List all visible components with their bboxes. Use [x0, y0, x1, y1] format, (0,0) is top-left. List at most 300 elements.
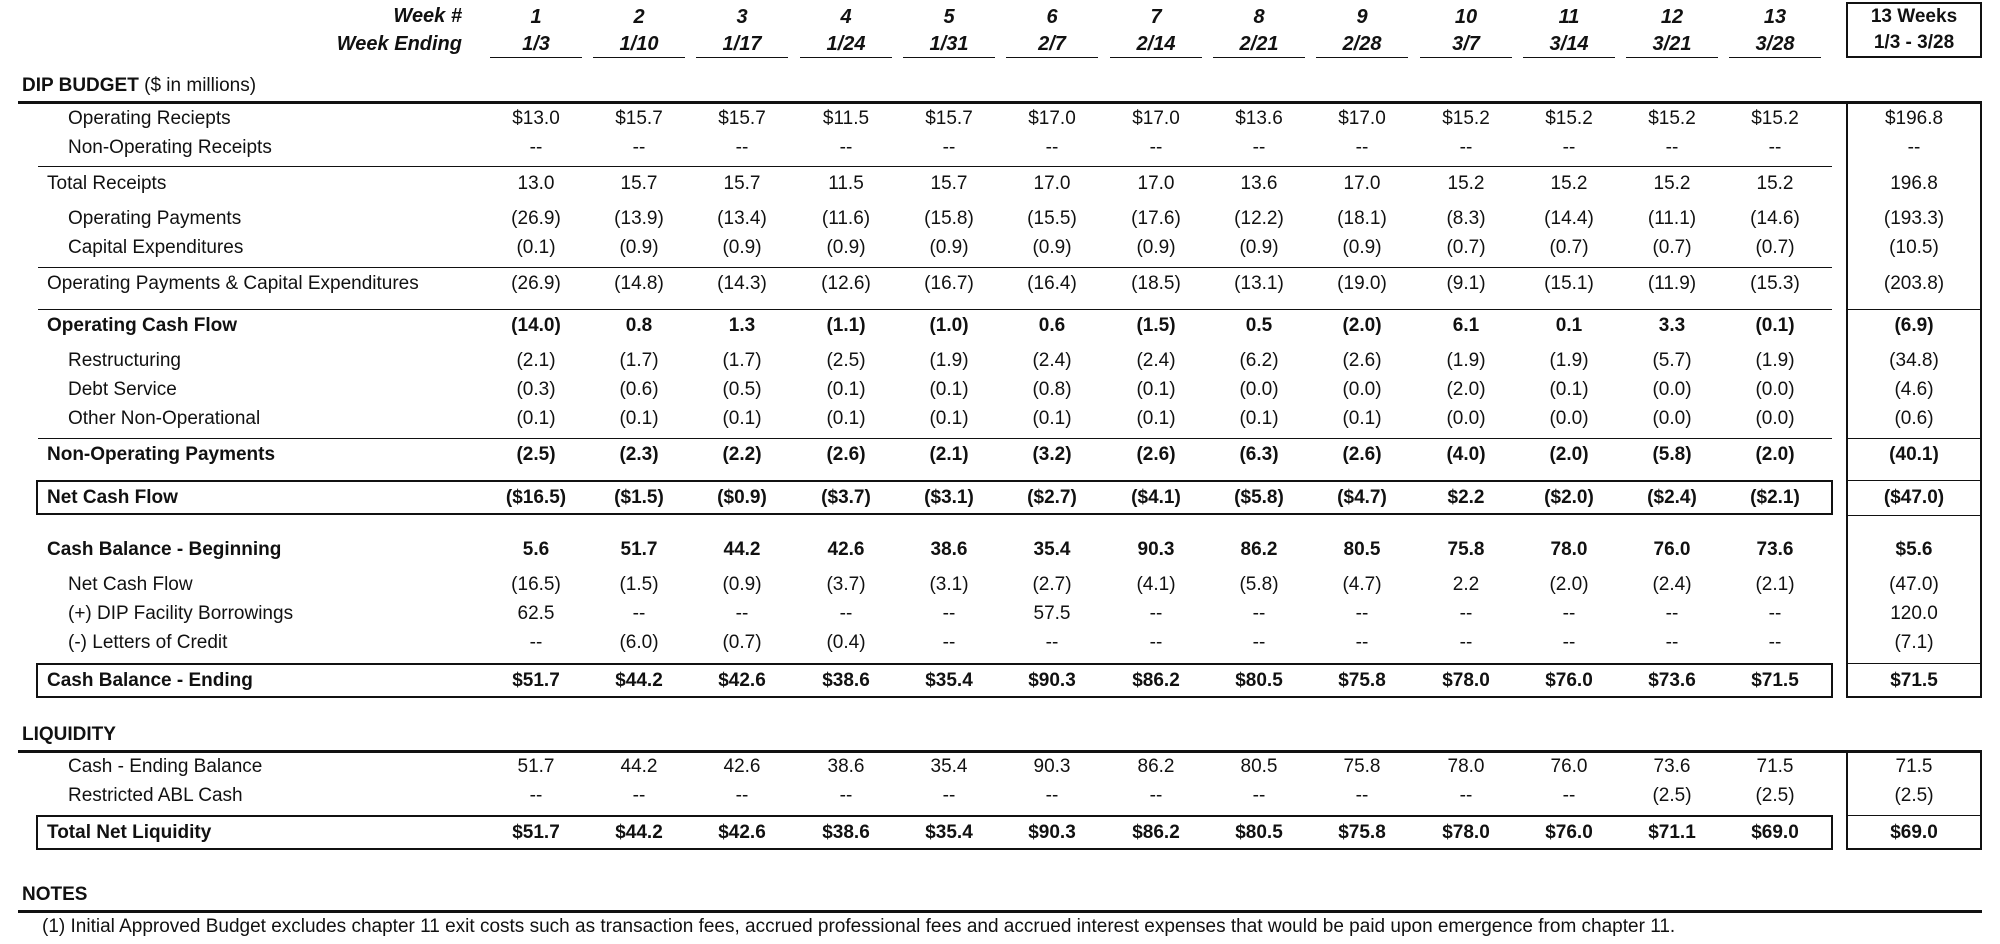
week-number: 9: [1356, 6, 1368, 28]
cell-week-10: 6.1: [1452, 315, 1480, 336]
cell-week-7: (0.9): [1136, 237, 1176, 258]
cell-week-7: (0.1): [1136, 379, 1176, 400]
total-rule-nonop: [1846, 438, 1982, 439]
cell-week-1: 13.0: [517, 173, 555, 194]
cell-week-13: --: [1768, 603, 1782, 624]
week-underline: [593, 57, 685, 58]
row-label: Net Cash Flow: [47, 487, 178, 508]
cell-week-4: $38.6: [822, 822, 870, 843]
cell-week-13: (0.7): [1755, 237, 1795, 258]
cell-week-12: --: [1665, 603, 1679, 624]
cell-week-8: (0.1): [1239, 408, 1279, 429]
cell-week-5: (3.1): [929, 574, 969, 595]
cell-total: (0.6): [1894, 408, 1934, 429]
cell-week-11: --: [1562, 137, 1576, 158]
cell-week-6: (15.5): [1027, 208, 1077, 229]
cell-week-12: (2.5): [1652, 785, 1692, 806]
row-op-receipts: [0, 105, 2000, 133]
cell-week-10: --: [1459, 603, 1473, 624]
cell-week-10: $78.0: [1442, 670, 1490, 691]
row-label: (+) DIP Facility Borrowings: [68, 603, 294, 624]
cell-week-5: $15.7: [925, 108, 973, 129]
cell-week-9: 80.5: [1343, 539, 1381, 560]
cell-week-13: $71.5: [1751, 670, 1799, 691]
cell-week-10: $15.2: [1442, 108, 1490, 129]
cell-week-8: $80.5: [1235, 670, 1283, 691]
cell-week-2: 15.7: [620, 173, 658, 194]
cell-week-1: $13.0: [512, 108, 560, 129]
cell-week-4: (0.1): [826, 379, 866, 400]
cell-week-5: --: [942, 137, 956, 158]
cell-week-1: (2.5): [516, 444, 556, 465]
cell-week-4: (0.1): [826, 408, 866, 429]
row-label: Other Non-Operational: [68, 408, 261, 429]
row-label: Operating Cash Flow: [47, 315, 238, 336]
week-header-11: [1519, 4, 1619, 58]
cell-week-12: (2.4): [1652, 574, 1692, 595]
week-header-6: [1002, 4, 1102, 58]
cell-week-6: (3.2): [1032, 444, 1072, 465]
cell-week-4: $11.5: [822, 108, 870, 129]
cell-total: ($47.0): [1883, 487, 1945, 508]
cell-week-9: --: [1355, 137, 1369, 158]
cell-week-11: ($2.0): [1544, 487, 1594, 508]
row-label: (-) Letters of Credit: [68, 632, 228, 653]
cell-total: 196.8: [1890, 173, 1938, 194]
cell-week-3: (0.1): [722, 408, 762, 429]
cell-week-1: --: [529, 785, 543, 806]
cell-week-9: (19.0): [1337, 273, 1387, 294]
cell-total: 71.5: [1895, 756, 1933, 777]
notes-title: NOTES: [22, 884, 88, 905]
cell-total: (47.0): [1889, 574, 1939, 595]
cell-week-2: (13.9): [614, 208, 664, 229]
row-label: Operating Payments: [68, 208, 242, 229]
cell-week-8: (6.3): [1239, 444, 1279, 465]
cell-week-4: (0.4): [826, 632, 866, 653]
cell-week-3: (13.4): [717, 208, 767, 229]
cell-week-12: (0.0): [1652, 408, 1692, 429]
row-label: Non-Operating Receipts: [68, 137, 272, 158]
cell-week-11: (1.9): [1549, 350, 1589, 371]
cell-week-10: --: [1459, 137, 1473, 158]
row-label: Cash Balance - Ending: [47, 670, 253, 691]
cell-total: (6.9): [1894, 315, 1934, 336]
week-header-8: [1209, 4, 1309, 58]
week-number: 11: [1558, 6, 1580, 28]
row-label: Cash Balance - Beginning: [47, 539, 282, 560]
cell-week-9: --: [1355, 785, 1369, 806]
cell-week-3: 1.3: [728, 315, 756, 336]
week-underline: [1316, 57, 1408, 58]
cell-week-2: $44.2: [615, 670, 663, 691]
cell-week-10: 2.2: [1452, 574, 1480, 595]
cell-week-7: (0.1): [1136, 408, 1176, 429]
cell-week-3: (0.5): [722, 379, 762, 400]
cell-week-13: --: [1768, 137, 1782, 158]
row-capex: [0, 234, 2000, 262]
cell-week-6: $90.3: [1028, 822, 1076, 843]
row-label: Capital Expenditures: [68, 237, 244, 258]
cell-week-6: (0.1): [1032, 408, 1072, 429]
liquidity-title: LIQUIDITY: [22, 724, 116, 745]
cell-week-4: --: [839, 137, 853, 158]
cell-week-12: --: [1665, 137, 1679, 158]
cell-week-5: 38.6: [930, 539, 968, 560]
cell-week-5: (0.1): [929, 379, 969, 400]
cell-week-4: (2.5): [826, 350, 866, 371]
note-1: (1) Initial Approved Budget excludes chapter 11 exit costs such as transaction fees, accrued professional fees and accrued interest expenses that would be paid upon emergence from chapter 11.: [42, 916, 1676, 937]
week-number: 8: [1253, 6, 1265, 28]
cell-week-3: $42.6: [718, 822, 766, 843]
week-number: 5: [943, 6, 955, 28]
cell-week-1: ($16.5): [505, 487, 567, 508]
week-header-12: [1622, 4, 1722, 58]
cell-week-13: (1.9): [1755, 350, 1795, 371]
rule-total-receipts: [38, 166, 1832, 167]
cell-week-8: 0.5: [1245, 315, 1273, 336]
cell-week-2: (1.7): [619, 350, 659, 371]
cell-week-9: $75.8: [1338, 670, 1386, 691]
cell-week-1: (0.1): [516, 237, 556, 258]
cell-week-7: (18.5): [1131, 273, 1181, 294]
cell-week-12: (0.7): [1652, 237, 1692, 258]
cell-week-4: ($3.7): [821, 487, 871, 508]
total-rule-net-bottom: [1846, 515, 1982, 516]
cell-week-5: ($3.1): [924, 487, 974, 508]
row-label: Restricted ABL Cash: [68, 785, 243, 806]
cell-week-10: (9.1): [1446, 273, 1486, 294]
cell-total: $5.6: [1895, 539, 1933, 560]
row-cash-end: [0, 667, 2000, 695]
cell-week-9: 17.0: [1343, 173, 1381, 194]
cell-week-13: $15.2: [1751, 108, 1799, 129]
week-underline: [1523, 57, 1615, 58]
cell-total: (34.8): [1889, 350, 1939, 371]
cell-week-1: (26.9): [511, 208, 561, 229]
cell-week-2: (2.3): [619, 444, 659, 465]
cell-week-3: --: [735, 603, 749, 624]
cell-week-11: $15.2: [1545, 108, 1593, 129]
week-underline: [490, 57, 582, 58]
week-underline: [1729, 57, 1821, 58]
cell-week-11: 15.2: [1550, 173, 1588, 194]
cell-week-11: $76.0: [1545, 670, 1593, 691]
cell-week-1: (26.9): [511, 273, 561, 294]
cell-week-8: (5.8): [1239, 574, 1279, 595]
week-number: 1: [530, 6, 542, 28]
cell-week-6: (0.9): [1032, 237, 1072, 258]
cell-week-10: 75.8: [1447, 539, 1485, 560]
cell-total: (4.6): [1894, 379, 1934, 400]
cell-week-7: --: [1149, 632, 1163, 653]
cell-week-6: 90.3: [1033, 756, 1071, 777]
cell-week-4: (3.7): [826, 574, 866, 595]
cell-week-6: (2.7): [1032, 574, 1072, 595]
week-header-7: [1106, 4, 1206, 58]
cell-week-4: 38.6: [827, 756, 865, 777]
cell-week-7: 17.0: [1137, 173, 1175, 194]
cell-week-1: (16.5): [511, 574, 561, 595]
cell-week-13: (2.5): [1755, 785, 1795, 806]
total-rule-op-cash-flow: [1846, 309, 1982, 310]
week-date: 2/7: [1038, 33, 1066, 55]
cell-week-6: --: [1045, 137, 1059, 158]
row-op-capex: [0, 270, 2000, 298]
row-net-cash-flow: [0, 484, 2000, 512]
cell-week-3: (0.9): [722, 237, 762, 258]
cell-total: 120.0: [1890, 603, 1938, 624]
cell-week-10: 78.0: [1447, 756, 1485, 777]
week-date: 2/14: [1136, 33, 1176, 55]
row-letters-credit: [0, 629, 2000, 657]
rule-op-cash-flow: [38, 309, 1832, 310]
cell-week-9: (0.0): [1342, 379, 1382, 400]
week-underline: [903, 57, 995, 58]
cell-week-12: (0.0): [1652, 379, 1692, 400]
row-label: Total Receipts: [47, 173, 167, 194]
cell-week-5: (2.1): [929, 444, 969, 465]
week-ending-label: Week Ending: [336, 33, 462, 55]
cell-week-8: --: [1252, 785, 1266, 806]
cell-week-7: 86.2: [1137, 756, 1175, 777]
cell-total: $196.8: [1884, 108, 1944, 129]
cell-week-9: $75.8: [1338, 822, 1386, 843]
cell-week-1: --: [529, 632, 543, 653]
cell-week-5: (1.0): [929, 315, 969, 336]
cell-week-11: (14.4): [1544, 208, 1594, 229]
row-label: Debt Service: [68, 379, 177, 400]
row-label: Total Net Liquidity: [47, 822, 212, 843]
cell-week-9: (18.1): [1337, 208, 1387, 229]
cell-week-13: (2.1): [1755, 574, 1795, 595]
cell-week-6: (16.4): [1027, 273, 1077, 294]
week-date: 2/21: [1239, 33, 1279, 55]
cell-week-3: 44.2: [723, 539, 761, 560]
cell-week-10: (1.9): [1446, 350, 1486, 371]
cell-week-12: 76.0: [1653, 539, 1691, 560]
cell-week-2: 0.8: [625, 315, 653, 336]
cell-week-13: ($2.1): [1750, 487, 1800, 508]
cell-week-9: (0.1): [1342, 408, 1382, 429]
cell-week-3: ($0.9): [717, 487, 767, 508]
cell-week-12: $71.1: [1648, 822, 1696, 843]
total-column-header: [1846, 2, 1982, 58]
cell-week-7: $86.2: [1132, 822, 1180, 843]
week-date: 3/14: [1549, 33, 1589, 55]
cell-week-3: (14.3): [717, 273, 767, 294]
cell-week-8: 80.5: [1240, 756, 1278, 777]
cell-week-9: (4.7): [1342, 574, 1382, 595]
cell-week-3: (0.7): [722, 632, 762, 653]
row-nonop-payments: [0, 441, 2000, 469]
cell-week-13: (0.0): [1755, 408, 1795, 429]
cell-week-9: (2.6): [1342, 350, 1382, 371]
cell-week-2: (0.9): [619, 237, 659, 258]
week-date: 3/21: [1652, 33, 1692, 55]
cell-week-7: (17.6): [1131, 208, 1181, 229]
cell-week-3: --: [735, 785, 749, 806]
cell-week-13: (0.1): [1755, 315, 1795, 336]
cell-week-1: --: [529, 137, 543, 158]
cell-week-13: 71.5: [1756, 756, 1794, 777]
cell-total: (2.5): [1894, 785, 1934, 806]
cell-week-10: $2.2: [1447, 487, 1485, 508]
cell-week-2: $15.7: [615, 108, 663, 129]
total-rule-end-top: [1846, 663, 1982, 664]
cell-week-3: --: [735, 137, 749, 158]
cell-week-5: (16.7): [924, 273, 974, 294]
cell-week-2: (0.1): [619, 408, 659, 429]
cell-week-2: (1.5): [619, 574, 659, 595]
cell-week-5: 15.7: [930, 173, 968, 194]
week-number-label: Week #: [393, 5, 462, 27]
cell-week-7: $17.0: [1132, 108, 1180, 129]
cell-week-12: (5.7): [1652, 350, 1692, 371]
cell-week-2: (6.0): [619, 632, 659, 653]
cell-week-8: (12.2): [1234, 208, 1284, 229]
cell-week-5: --: [942, 603, 956, 624]
cell-week-3: $15.7: [718, 108, 766, 129]
cell-week-5: $35.4: [925, 670, 973, 691]
cell-week-7: 90.3: [1137, 539, 1175, 560]
cell-week-4: (1.1): [826, 315, 866, 336]
cell-week-8: 86.2: [1240, 539, 1278, 560]
cell-week-10: 15.2: [1447, 173, 1485, 194]
cell-week-5: 35.4: [930, 756, 968, 777]
cell-week-10: $78.0: [1442, 822, 1490, 843]
week-date: 3/28: [1755, 33, 1795, 55]
cell-week-7: --: [1149, 603, 1163, 624]
cell-week-11: 78.0: [1550, 539, 1588, 560]
cell-week-11: (0.1): [1549, 379, 1589, 400]
week-underline: [800, 57, 892, 58]
week-date: 1/24: [826, 33, 866, 55]
cell-week-13: (14.6): [1750, 208, 1800, 229]
cell-week-9: 75.8: [1343, 756, 1381, 777]
cell-week-3: (0.9): [722, 574, 762, 595]
cell-total: $69.0: [1890, 822, 1938, 843]
cell-week-13: 15.2: [1756, 173, 1794, 194]
cell-week-6: $90.3: [1028, 670, 1076, 691]
cell-week-7: (4.1): [1136, 574, 1176, 595]
rule-nonop-payments: [38, 438, 1832, 439]
cell-week-5: (0.1): [929, 408, 969, 429]
row-label: Operating Payments & Capital Expenditures: [47, 273, 419, 294]
cell-week-8: --: [1252, 603, 1266, 624]
cell-total: (203.8): [1883, 273, 1945, 294]
row-label: Cash - Ending Balance: [68, 756, 263, 777]
cell-week-8: (13.1): [1234, 273, 1284, 294]
week-header-4: [796, 4, 896, 58]
cell-week-2: --: [632, 785, 646, 806]
dip-budget-title: [22, 75, 256, 97]
cell-week-1: 51.7: [517, 756, 555, 777]
cell-week-12: --: [1665, 632, 1679, 653]
cell-week-4: (12.6): [821, 273, 871, 294]
row-total-receipts: [0, 170, 2000, 198]
cell-week-3: (1.7): [722, 350, 762, 371]
cell-week-5: (0.9): [929, 237, 969, 258]
cell-week-8: (0.0): [1239, 379, 1279, 400]
cell-week-1: $51.7: [512, 670, 560, 691]
week-date: 1/3: [522, 33, 550, 55]
week-header-2: [589, 4, 689, 58]
cell-total: (10.5): [1889, 237, 1939, 258]
cell-week-4: 42.6: [827, 539, 865, 560]
row-cash-begin: [0, 536, 2000, 564]
week-header-3: [692, 4, 792, 58]
cell-week-1: 5.6: [522, 539, 550, 560]
week-underline: [1110, 57, 1202, 58]
cell-week-7: $86.2: [1132, 670, 1180, 691]
dip-budget-label: DIP BUDGET: [22, 75, 139, 96]
cell-week-10: (4.0): [1446, 444, 1486, 465]
week-date: 3/7: [1452, 33, 1480, 55]
cell-week-13: 73.6: [1756, 539, 1794, 560]
cell-week-10: (0.0): [1446, 408, 1486, 429]
week-date: 2/28: [1342, 33, 1382, 55]
cell-week-11: 76.0: [1550, 756, 1588, 777]
dip-section-rule: [18, 101, 1982, 104]
cell-week-1: (0.1): [516, 408, 556, 429]
cell-week-13: $69.0: [1751, 822, 1799, 843]
cell-week-2: --: [632, 603, 646, 624]
cell-week-3: $42.6: [718, 670, 766, 691]
cell-week-4: (11.6): [821, 208, 871, 229]
cell-week-2: (0.6): [619, 379, 659, 400]
cell-week-9: $17.0: [1338, 108, 1386, 129]
week-underline: [1213, 57, 1305, 58]
week-underline: [1420, 57, 1512, 58]
cell-total: $71.5: [1890, 670, 1938, 691]
cell-week-8: $13.6: [1235, 108, 1283, 129]
cell-total: (7.1): [1894, 632, 1934, 653]
cell-week-11: --: [1562, 603, 1576, 624]
cell-week-11: (15.1): [1544, 273, 1594, 294]
dip-budget-units: ($ in millions): [144, 75, 257, 96]
cell-week-5: --: [942, 785, 956, 806]
cell-week-6: --: [1045, 632, 1059, 653]
cell-week-11: (2.0): [1549, 444, 1589, 465]
week-date: 1/17: [722, 33, 762, 55]
cell-week-12: 15.2: [1653, 173, 1691, 194]
cell-week-12: 73.6: [1653, 756, 1691, 777]
row-debt-service: [0, 376, 2000, 404]
cell-week-12: 3.3: [1658, 315, 1686, 336]
row-nonop-receipts: [0, 134, 2000, 162]
cell-week-2: $44.2: [615, 822, 663, 843]
cell-week-2: (14.8): [614, 273, 664, 294]
cell-week-1: (14.0): [511, 315, 561, 336]
cell-week-5: (15.8): [924, 208, 974, 229]
cell-week-12: (5.8): [1652, 444, 1692, 465]
cell-week-10: --: [1459, 785, 1473, 806]
cell-week-8: ($5.8): [1234, 487, 1284, 508]
row-label: Restructuring: [68, 350, 181, 371]
cell-week-6: 35.4: [1033, 539, 1071, 560]
cell-week-3: 15.7: [723, 173, 761, 194]
week-header-9: [1312, 4, 1412, 58]
row-op-payments: [0, 205, 2000, 233]
cell-week-12: ($2.4): [1647, 487, 1697, 508]
cell-week-7: (1.5): [1136, 315, 1176, 336]
cell-week-12: (11.1): [1647, 208, 1697, 229]
week-underline: [696, 57, 788, 58]
cell-week-4: (0.9): [826, 237, 866, 258]
row-restricted-abl: [0, 782, 2000, 810]
week-number: 3: [736, 6, 748, 28]
